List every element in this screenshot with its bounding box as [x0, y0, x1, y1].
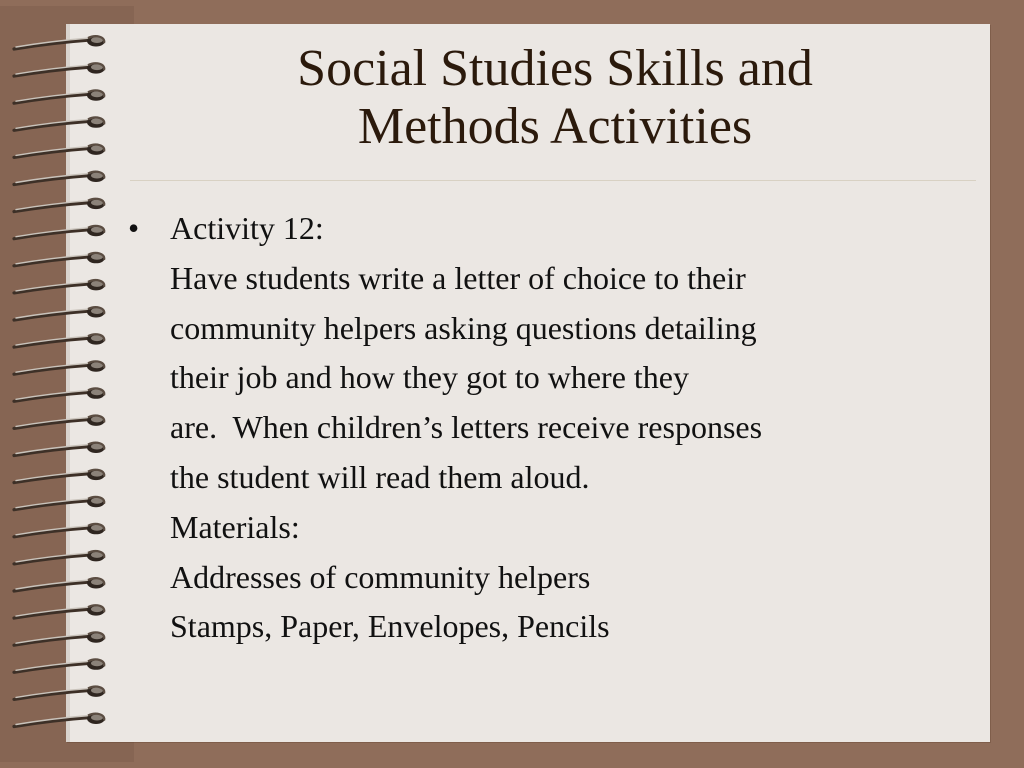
spiral-coil — [14, 144, 105, 158]
spiral-coil — [14, 523, 105, 537]
body-line-4: their job and how they got to where they — [170, 359, 689, 396]
spiral-coil — [14, 388, 105, 402]
spiral-coil — [14, 63, 105, 77]
spiral-coil — [14, 415, 105, 429]
spiral-coil — [14, 442, 105, 456]
title-divider — [130, 180, 976, 181]
spiral-binding-icon — [0, 0, 130, 768]
body-line-3: community helpers asking questions detailing — [170, 309, 757, 346]
spiral-coil — [14, 469, 105, 483]
body-line-1: Activity 12: — [170, 210, 324, 246]
spiral-coil — [14, 307, 105, 321]
spiral-coil — [14, 713, 105, 727]
spiral-coil — [14, 198, 105, 212]
spiral-coil — [14, 361, 105, 375]
spiral-coil — [14, 578, 105, 592]
slide-title — [130, 40, 980, 156]
bullet-item — [128, 204, 968, 652]
body-line-7: Materials: — [170, 508, 300, 545]
spiral-coil — [14, 279, 105, 293]
spiral-coil — [14, 550, 105, 564]
spiral-coil — [14, 252, 105, 266]
spiral-coil — [14, 605, 105, 619]
spiral-coil — [14, 90, 105, 104]
spiral-coil — [14, 117, 105, 131]
body-line-2: Have students write a letter of choice to their — [170, 259, 746, 296]
bullet-icon: • — [128, 210, 140, 246]
spiral-coil — [14, 171, 105, 185]
spiral-coil — [14, 36, 105, 50]
spiral-coil — [14, 334, 105, 348]
bullet-content — [170, 204, 968, 652]
spiral-coil — [14, 225, 105, 239]
body-line-9: Stamps, Paper, Envelopes, Pencils — [170, 608, 610, 645]
spiral-coil — [14, 496, 105, 510]
body-line-6: the student will read them aloud. — [170, 458, 590, 495]
body-line-5: are. When children’s letters receive responses — [170, 409, 763, 446]
body-line-8: Addresses of community helpers — [170, 558, 591, 595]
title-line-2: Methods Activities — [357, 98, 753, 155]
spiral-coil — [14, 686, 105, 700]
spiral-coil — [14, 659, 105, 673]
slide-body — [128, 204, 968, 652]
spiral-coil — [14, 632, 105, 646]
title-line-1: Social Studies Skills and — [297, 40, 813, 97]
